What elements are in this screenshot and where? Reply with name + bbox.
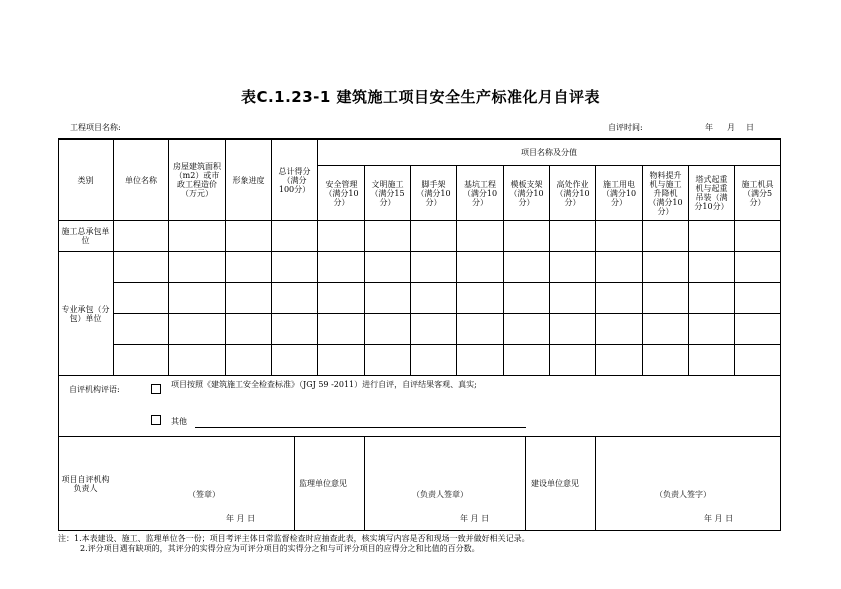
project-head-label: 项目自评机构负责人 xyxy=(61,474,110,493)
header-items: 项目名称及分值 xyxy=(521,148,577,157)
option2-text: 其他 xyxy=(171,417,187,426)
item-formwork-support: 模板支架（满分10分） xyxy=(509,179,544,207)
row-general-contractor: 施工总承包单位 xyxy=(61,227,110,245)
construction-label: 建设单位意见 xyxy=(531,479,579,488)
eval-time-label: 自评时间: xyxy=(608,123,643,132)
project-name-label: 工程项目名称: xyxy=(70,123,121,132)
person-seal-label: （负责人签章） xyxy=(412,490,468,499)
eval-year: 年 xyxy=(705,123,713,132)
header-progress: 形象进度 xyxy=(232,175,265,185)
eval-day: 日 xyxy=(746,123,754,132)
note-2: 2.评分项目遇有缺项的，其评分的实得分应为可评分项目的实得分之和与可评分项目的应得分之和比值的百分数。 xyxy=(80,544,480,553)
item-construction-machinery: 施工机具（满分5分） xyxy=(741,179,774,207)
header-category: 类别 xyxy=(77,175,94,185)
item-foundation-pit: 基坑工程（满分10分） xyxy=(462,179,498,207)
eval-month: 月 xyxy=(727,123,735,132)
option1-text: 项目按照《建筑施工安全检查标准》（JGJ 59 -2011）进行自评，自评结果客观、真实; xyxy=(171,380,477,389)
item-construction-electricity: 施工用电（满分10分） xyxy=(601,179,637,207)
self-evaluation-table xyxy=(58,138,781,531)
date-3: 年 月 日 xyxy=(704,514,734,523)
item-hoist: 物料提升机与施工升降机（满分10分） xyxy=(648,170,683,216)
option1-checkbox[interactable] xyxy=(151,384,161,394)
seal-label: （签章） xyxy=(188,490,220,499)
supervision-label: 监理单位意见 xyxy=(299,479,347,488)
row-subcontractor: 专业承包（分包）单位 xyxy=(61,304,110,323)
note-1: 注：1.本表建设、施工、监理单位各一份；项目考评主体日常监督检查时应抽查此表，核实填写内容是否和现场一致并做好相关记录。 xyxy=(58,534,530,543)
header-area: 房屋建筑面积（m2）或市政工程造价（万元） xyxy=(173,162,221,198)
item-civilized-construction: 文明施工（满分15分） xyxy=(370,179,405,207)
date-2: 年 月 日 xyxy=(460,514,490,523)
person-sign-label: （负责人签字） xyxy=(655,490,711,499)
option2-checkbox[interactable] xyxy=(151,415,161,425)
notes xyxy=(58,534,530,554)
page-title: 表C.1.23-1 建筑施工项目安全生产标准化月自评表 xyxy=(240,88,601,106)
header-unit-name: 单位名称 xyxy=(125,175,157,185)
evaluation-label: 自评机构评语: xyxy=(69,385,120,394)
item-work-at-height: 高处作业（满分10分） xyxy=(555,179,590,207)
item-safety-management: 安全管理（满分10分） xyxy=(324,179,359,207)
date-1: 年 月 日 xyxy=(226,514,256,523)
item-scaffold: 脚手架（满分10分） xyxy=(416,179,451,207)
item-tower-crane: 塔式起重机与起重吊装（满分10分） xyxy=(694,175,729,211)
header-total-score: 总计得分（满分100分） xyxy=(278,166,311,194)
